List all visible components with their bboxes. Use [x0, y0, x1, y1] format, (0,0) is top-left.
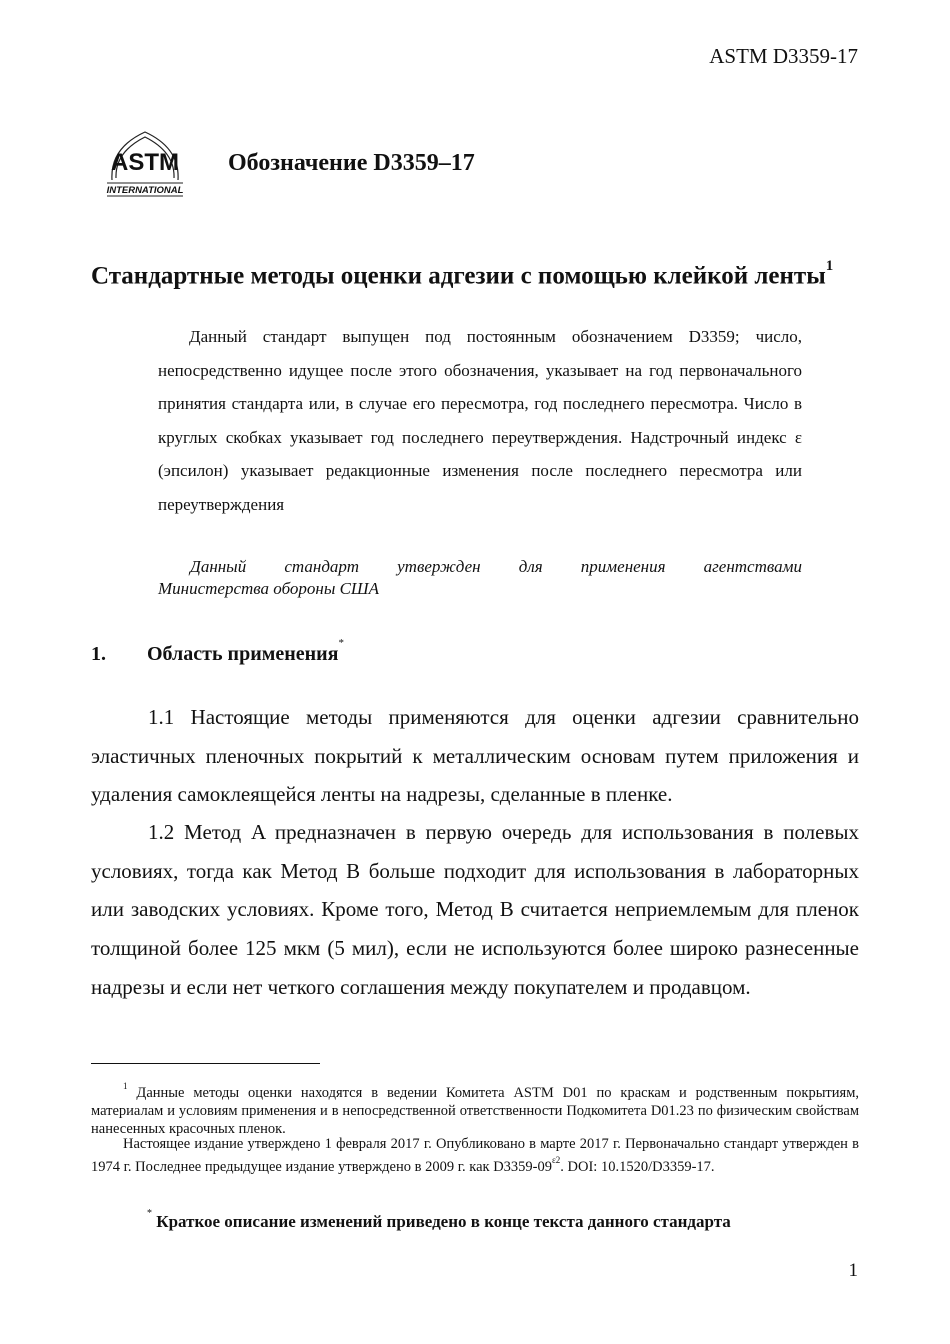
- title-footnote-marker: 1: [825, 258, 834, 274]
- section-title: [147, 637, 344, 666]
- document-title: [91, 258, 834, 290]
- standard-code: ASTM D3359-17: [709, 44, 858, 68]
- footnote-1-text: Данные методы оценки находятся в ведении Комитета ASTM D01 по краскам и родственным покрытиям, материалам и условиям применения и в непосредственной ответственности Подкомитета D01.23 по физическим свойствам нанесенных красочных пленок.: [91, 1084, 860, 1137]
- designation-heading: Обозначение D3359–17: [228, 150, 475, 176]
- astm-logo: [104, 128, 186, 200]
- footnote-divider: [91, 1063, 320, 1064]
- page-number: 1: [848, 1260, 858, 1281]
- document-title-text: Стандартные методы оценки адгезии с помощью клейкой ленты: [91, 262, 826, 290]
- section-title-marker: *: [338, 637, 344, 650]
- dod-approval-note: [158, 556, 802, 600]
- summary-of-changes-note: [147, 1208, 731, 1232]
- designation-notice: Данный стандарт выпущен под постоянным обозначением D3359; число, непосредственно идущее после этого обозначения, указывает на год первоначального принятия стандарта или, в случае его пересмотра, год последнего пересмотра. Число в круглых скобках указывает год последнего переутверждения. Надстрочный индекс ε (эпсилон) указывает редакционные изменения после последнего пересмотра или переутверждения: [158, 327, 802, 514]
- section-title-text: Область применения: [147, 643, 339, 665]
- summary-marker: *: [147, 1208, 152, 1220]
- section-number: 1.: [91, 643, 106, 665]
- footnote-2-text-b: . DOI: 10.1520/D3359-17.: [560, 1158, 715, 1175]
- astm-logo-letters: ASTM: [111, 149, 179, 176]
- paragraph-1-2: 1.2 Метод A предназначен в первую очередь для использования в полевых условиях, тогда как Метод B больше подходит для использования в лабораторных или заводских условиях. Кроме того, Метод B считается неприемлемым для пленок толщиной более 125 мкм (5 мил), если не используются более широко разнесенные надрезы и если нет четкого соглашения между покупателем и продавцом.: [91, 820, 859, 999]
- footnote-1-marker: 1: [123, 1081, 128, 1091]
- paragraph-1-1: 1.1 Настоящие методы применяются для оценки адгезии сравнительно эластичных пленочных покрытий к металлическим основам путем приложения и удаления самоклеящейся ленты на надрезы, сделанные в пленке.: [91, 705, 859, 807]
- astm-logo-subtext: INTERNATIONAL: [106, 185, 184, 196]
- footnote-2-sup: ε2: [552, 1155, 561, 1165]
- footnote-1: [91, 1079, 859, 1138]
- summary-text: Краткое описание изменений приведено в конце текста данного стандарта: [156, 1212, 731, 1231]
- footnote-2-text-a: Настоящее издание утверждено 1 февраля 2017 г. Опубликовано в марте 2017 г. Первоначально стандарт утвержден в 1974 г. Последнее предыдущее издание утверждено в 2009 г. как D3359-09: [91, 1136, 859, 1175]
- dod-note-line-1: Данный стандарт утвержден для применения агентствами: [190, 557, 802, 576]
- dod-note-line-2: Министерства обороны США: [158, 579, 380, 598]
- footnote-2: [91, 1135, 859, 1176]
